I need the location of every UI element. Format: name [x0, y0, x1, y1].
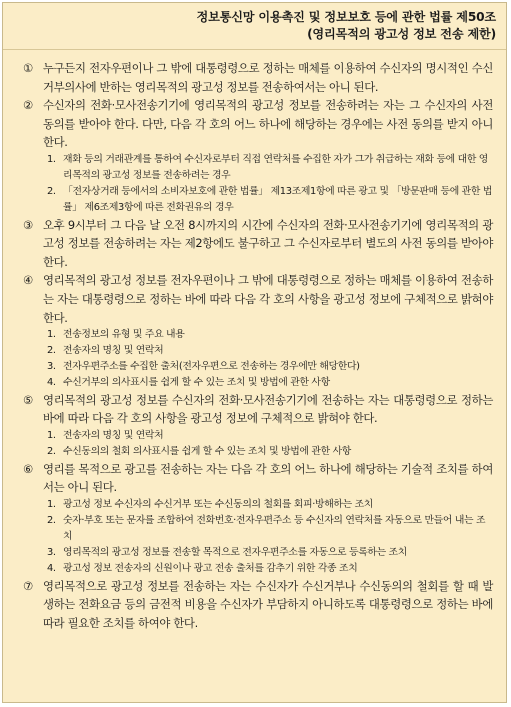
- paragraph-number: ③: [23, 217, 33, 232]
- paragraph: [23, 96, 493, 152]
- list-item: [47, 327, 493, 343]
- paragraph: [23, 460, 493, 497]
- law-title: 정보통신망 이용촉진 및 정보보호 등에 관한 법률 제50조: [196, 10, 496, 24]
- item-text: 전송자의 명칭 및 연락처: [63, 429, 164, 441]
- item-list: [47, 497, 493, 577]
- paragraph: [23, 216, 493, 272]
- item-number: 2.: [47, 345, 56, 357]
- list-item: [47, 497, 493, 513]
- paragraph-number: ⑤: [23, 392, 33, 407]
- item-text: 광고성 정보 전송자의 신원이나 광고 전송 출처를 감추기 위한 각종 조치: [63, 562, 358, 574]
- item-text: 재화 등의 거래관계를 통하여 수신자로부터 직접 연락처를 수집한 자가 그가 취급하는 재화 등에 대한 영리목적의 광고성 정보를 전송하려는 경우: [63, 153, 488, 181]
- item-number: 1.: [47, 429, 56, 441]
- paragraph: [23, 59, 493, 96]
- article-body: [23, 59, 493, 632]
- paragraph-text: 오후 9시부터 그 다음 날 오전 8시까지의 시간에 수신자의 전화·모사전송기기에 영리목적의 광고성 정보를 전송하려는 자는 제2항에도 불구하고 그 수신자로부터 별도의 사전 동의를 받아야 한다.: [43, 217, 493, 269]
- item-text: 숫자·부호 또는 문자를 조합하여 전화번호·전자우편주소 등 수신자의 연락처를 자동으로 만들어 내는 조치: [63, 514, 486, 542]
- item-list: [47, 152, 493, 216]
- item-number: 2.: [47, 514, 56, 526]
- item-text: 「전자상거래 등에서의 소비자보호에 관한 법률」 제13조제1항에 따른 광고 및 「방문판매 등에 관한 법률」 제6조제3항에 따른 전화권유의 경우: [63, 185, 493, 213]
- paragraph-text: 수신자의 전화·모사전송기기에 영리목적의 광고성 정보를 전송하려는 자는 그 수신자의 사전 동의를 받아야 한다. 다만, 다음 각 호의 어느 하나에 해당하는 경우에는 사전 동의를 받지 아니한다.: [43, 98, 493, 150]
- item-text: 전송정보의 유형 및 주요 내용: [63, 329, 185, 341]
- paragraph-number: ②: [23, 98, 33, 113]
- item-text: 수신거부의 의사표시를 쉽게 할 수 있는 조치 및 방법에 관한 사항: [63, 376, 330, 388]
- item-number: 4.: [47, 562, 56, 574]
- article-subtitle: (영리목적의 광고성 정보 전송 제한): [307, 27, 496, 41]
- paragraph-text: 영리목적의 광고성 정보를 전자우편이나 그 밖에 대통령령으로 정하는 매체를 이용하여 전송하는 자는 대통령령으로 정하는 바에 따라 다음 각 호의 사항을 광고성 정보에 구체적으로 밝혀야 한다.: [43, 273, 493, 325]
- paragraph-number: ⑥: [23, 461, 33, 476]
- item-text: 전자우편주소를 수집한 출처(전자우편으로 전송하는 경우에만 해당한다): [63, 360, 360, 372]
- paragraph-number: ④: [23, 273, 33, 288]
- document-panel: [2, 2, 507, 703]
- header-divider: [3, 49, 506, 50]
- item-number: 2.: [47, 445, 56, 457]
- list-item: [47, 428, 493, 444]
- paragraph: [23, 271, 493, 327]
- item-number: 3.: [47, 360, 56, 372]
- list-item: [47, 513, 493, 545]
- list-item: [47, 444, 493, 460]
- paragraph-text: 영리목적으로 광고성 정보를 전송하는 자는 수신자가 수신거부나 수신동의의 철회를 할 때 발생하는 전화요금 등의 금전적 비용을 수신자가 부담하지 아니하도록 대통령령으로 정하는 바에 따라 필요한 조치를 하여야 한다.: [43, 578, 493, 630]
- paragraph: [23, 391, 493, 428]
- item-text: 수신동의의 철회 의사표시를 쉽게 할 수 있는 조치 및 방법에 관한 사항: [63, 445, 351, 457]
- list-item: [47, 184, 493, 216]
- paragraph: [23, 577, 493, 633]
- item-number: 1.: [47, 329, 56, 341]
- list-item: [47, 545, 493, 561]
- paragraph-text: 누구든지 전자우편이나 그 밖에 대통령령으로 정하는 매체를 이용하여 수신자의 명시적인 수신거부의사에 반하는 영리목적의 광고성 정보를 전송하여서는 아니 된다.: [43, 61, 493, 94]
- list-item: [47, 561, 493, 577]
- item-number: 1.: [47, 153, 56, 165]
- paragraph-text: 영리를 목적으로 광고를 전송하는 자는 다음 각 호의 어느 하나에 해당하는 기술적 조치를 하여서는 아니 된다.: [43, 461, 493, 495]
- list-item: [47, 343, 493, 359]
- paragraph-number: ⑦: [23, 578, 33, 593]
- item-list: [47, 428, 493, 460]
- list-item: [47, 375, 493, 391]
- item-text: 광고성 정보 수신자의 수신거부 또는 수신동의의 철회를 회피·방해하는 조치: [63, 498, 373, 510]
- paragraph-number: ①: [23, 61, 33, 75]
- item-text: 영리목적의 광고성 정보를 전송할 목적으로 전자우편주소를 자동으로 등록하는 조치: [63, 546, 407, 558]
- list-item: [47, 152, 493, 184]
- item-number: 2.: [47, 185, 56, 197]
- item-text: 전송자의 명칭 및 연락처: [63, 345, 164, 357]
- paragraph-text: 영리목적의 광고성 정보를 수신자의 전화·모사전송기기에 전송하는 자는 대통령령으로 정하는 바에 따라 다음 각 호의 사항을 광고성 정보에 구체적으로 밝혀야 한다.: [43, 392, 493, 426]
- item-number: 3.: [47, 546, 56, 558]
- document-header: [197, 9, 496, 43]
- item-number: 4.: [47, 376, 56, 388]
- item-list: [47, 327, 493, 391]
- item-number: 1.: [47, 498, 56, 510]
- list-item: [47, 359, 493, 375]
